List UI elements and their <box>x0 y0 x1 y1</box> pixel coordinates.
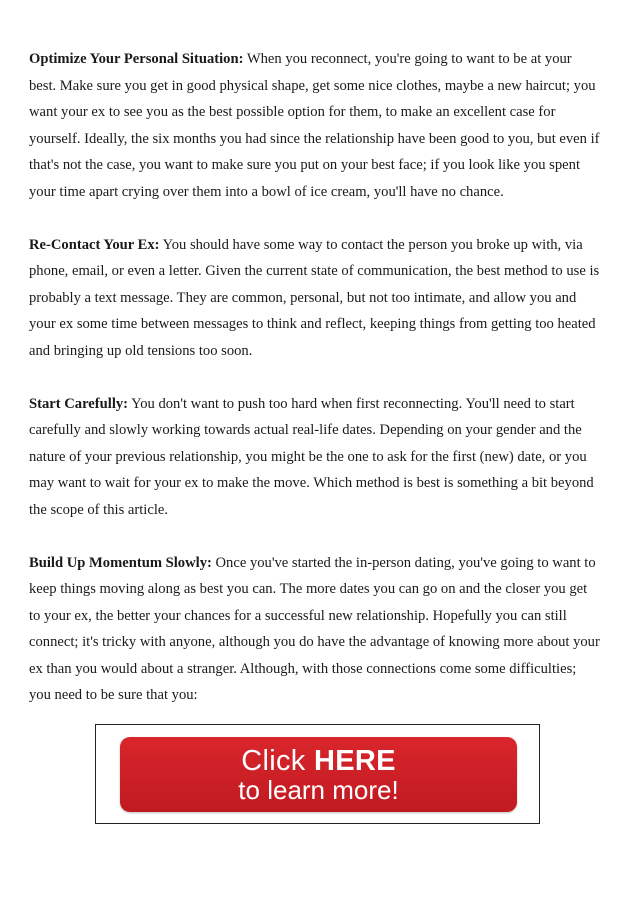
banner-click-text: Click <box>241 744 314 777</box>
paragraph-text: You don't want to push too hard when first reconnecting. You'll need to start carefully and slowly working towards actual real-life dates. Depending on your gender and the nature of your previous relationship, you might be the one to ask for the first (new) date, or you may want to wait for your ex to make the move. Which method is best is something a bit beyond the scope of this article. <box>29 395 594 518</box>
paragraph-start-carefully <box>29 391 601 524</box>
paragraph-momentum <box>29 550 601 709</box>
paragraph-recontact <box>29 232 601 365</box>
paragraph-optimize <box>29 46 601 205</box>
click-here-banner-button[interactable] <box>120 737 517 812</box>
banner-here-text: HERE <box>313 744 396 777</box>
banner-frame <box>95 724 540 824</box>
paragraph-heading: Re-Contact Your Ex: <box>29 236 160 253</box>
paragraph-heading: Optimize Your Personal Situation: <box>29 51 244 67</box>
paragraph-text: Once you've started the in-person dating, you've going to want to keep things moving along as best you can. The more dates you can go on and the closer you get to your ex, the better your chances for a successful new relationship. Hopefully you can still connect; it's tricky with anyone, although you do have the advantage of knowing more about your ex than you would about a stranger. Although, with those connections come some difficulties; you need to be sure that you: <box>29 554 600 703</box>
paragraph-text: You should have some way to contact the person you broke up with, via phone, email, or even a letter. Given the current state of communication, the best method to use is probably a text message. They are common, personal, but not too intimate, and allow you and your ex some time between messages to think and reflect, keeping things from getting too heated and bringing up old tensions too soon. <box>29 236 600 359</box>
banner-line-1 <box>241 746 395 776</box>
paragraph-heading: Build Up Momentum Slowly: <box>29 554 212 571</box>
banner-line-2: to learn more! <box>238 774 399 805</box>
paragraph-text: When you reconnect, you're going to want to be at your best. Make sure you get in good physical shape, get some nice clothes, maybe a new haircut; you want your ex to see you as the best possible option for them, to make an excellent case for yourself. Ideally, the six months you had since the relationship have been good to you, but even if that's not the case, you want to make sure you put on your best face; if you look like you spent your time apart crying over them into a bowl of ice cream, you'll have no chance. <box>29 51 600 200</box>
paragraph-heading: Start Carefully: <box>29 395 129 412</box>
document-body <box>29 46 601 735</box>
